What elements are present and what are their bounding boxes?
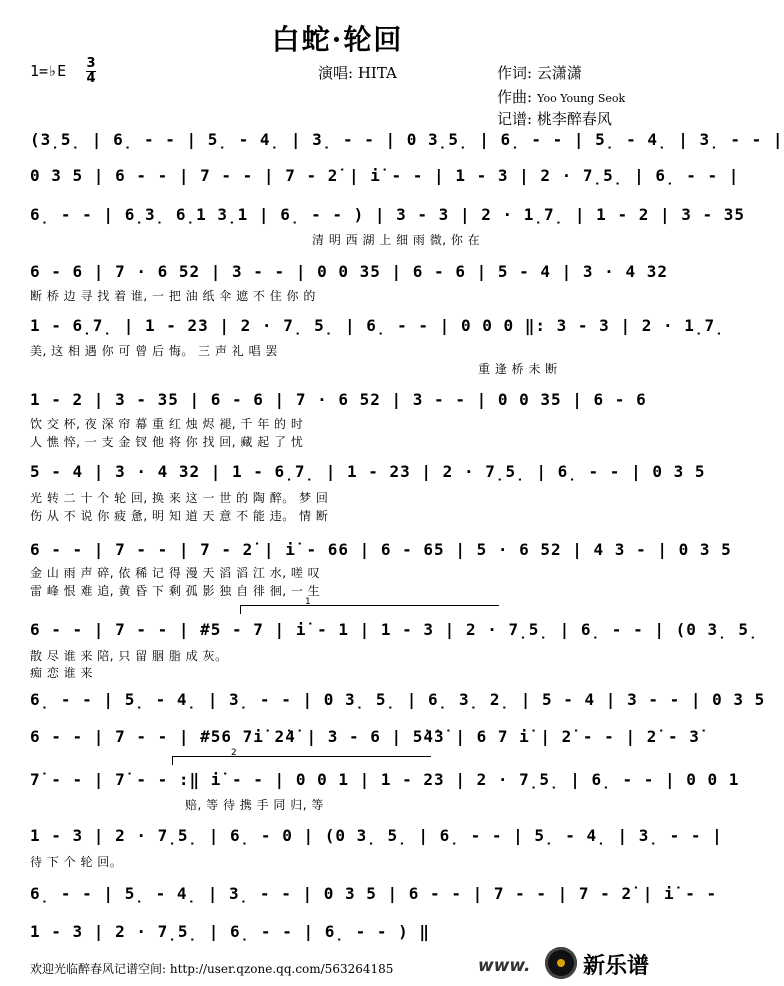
score-line-8: 6 - - | 7 - - | 7 - 2̇ | i̇ - 66 | 6 - 65 | 5 · 6 52 | 4 3 - | 0 3 5 [30, 540, 732, 559]
singer-name: HITA [357, 64, 397, 82]
volta-bracket-1 [240, 597, 499, 614]
key-signature: 1=♭E [30, 62, 67, 80]
transcriber: 记谱: 桃李醉春风 [497, 110, 612, 128]
lyric-line-5a: 美, 这 相 遇 你 可 曾 后 悔。 三 声 礼 唱 罢 [30, 344, 278, 358]
lyric-line-5b: 重 逢 桥 未 断 [478, 362, 558, 376]
lyric-line-12: 赔, 等 待 携 手 同 归, 等 [185, 798, 324, 812]
footer-text: 欢迎光临醉春风记谱空间: http://user.qzone.qq.com/563264185 [30, 962, 394, 976]
lyric-line-8a: 金 山 雨 声 碎, 依 稀 记 得 漫 天 滔 滔 江 水, 嗟 叹 [30, 566, 321, 580]
score-line-9: 6 - - | 7 - - | #5 - 7 | i̇ - 1 | 1 - 3 | 2 · 7̣5̣ | 6̣ - - | (0 3̣ 5̣ [30, 620, 759, 639]
lyricist: 作词: 云潇潇 [497, 64, 582, 82]
lyric-line-9a: 散 尽 谁 来 陪, 只 留 胭 脂 成 灰。 [30, 649, 228, 663]
composer-line [497, 86, 625, 107]
record-disc-icon [545, 947, 577, 979]
score-line-14: 6̣ - - | 5̣ - 4̣ | 3̣ - - | 0 3 5 | 6 - - | 7 - - | 7 - 2̇ | i̇ - - [30, 884, 718, 903]
lyric-line-7a: 光 转 二 十 个 轮 回, 换 来 这 一 世 的 陶 醉。 梦 回 [30, 491, 329, 505]
score-line-15: 1 - 3 | 2 · 7̣5̣ | 6̣ - - | 6̣ - - ) ‖ [30, 922, 431, 941]
site-logo [545, 945, 670, 981]
score-line-10: 6̣ - - | 5̣ - 4̣ | 3̣ - - | 0 3̣ 5̣ | 6̣ 3̣ 2̣ | 5 - 4 | 3 - - | 0 3 5 [30, 690, 766, 709]
lyric-line-8b: 雷 峰 恨 难 追, 黄 昏 下 剩 孤 影 独 自 徘 徊, 一 生 [30, 584, 321, 598]
lyric-line-3: 清 明 西 湖 上 细 雨 微, 你 在 [312, 233, 481, 247]
singer-label: 演唱: [318, 64, 354, 82]
score-line-1: (3̣5̣ | 6̣ - - | 5̣ - 4̣ | 3̣ - - | 0 3̣5̣ | 6̣ - - | 5̣ - 4̣ | 3̣ - - | [30, 130, 784, 149]
footer-www: www. [478, 956, 531, 976]
lyric-line-9b: 痴 恋 谁 来 [30, 666, 93, 680]
time-signature-bottom: 4 [86, 71, 96, 86]
singer-line [318, 62, 397, 83]
lyric-line-6a: 饮 交 杯, 夜 深 帘 幕 重 红 烛 烬 褪, 千 年 的 时 [30, 417, 304, 431]
score-line-12: 7̇ - - | 7̇ - - :‖ i̇ - - | 0 0 1 | 1 - 23 | 2 · 7̣5̣ | 6̣ - - | 0 0 1 [30, 770, 740, 789]
score-line-7: 5 - 4 | 3 · 4 32 | 1 - 6̣7̣ | 1 - 23 | 2 · 7̣5̣ | 6̣ - - | 0 3 5 [30, 462, 706, 481]
score-line-4: 6 - 6 | 7 · 6 52 | 3 - - | 0 0 35 | 6 - 6 | 5 - 4 | 3 · 4 32 [30, 262, 668, 281]
volta-number-2: 2 [231, 748, 237, 758]
score-line-13: 1 - 3 | 2 · 7̣5̣ | 6̣ - 0 | (0 3̣ 5̣ | 6̣ - - | 5̣ - 4̣ | 3̣ - - | [30, 826, 723, 845]
lyric-line-6b: 人 憔 悴, 一 支 金 钗 他 将 你 找 回, 藏 起 了 忧 [30, 435, 304, 449]
time-signature [86, 58, 96, 85]
time-signature-top: 3 [86, 56, 96, 71]
composer-name: Yoo Young Seok [537, 92, 626, 105]
volta-number-1: 1 [305, 597, 311, 607]
score-line-6: 1 - 2 | 3 - 35 | 6 - 6 | 7 · 6 52 | 3 - - | 0 0 35 | 6 - 6 [30, 390, 647, 409]
score-line-3: 6̣ - - | 6̣3̣ 6̣1 3̣1 | 6̣ - - ) | 3 - 3 | 2 · 1̣7̣ | 1 - 2 | 3 - 35 [30, 205, 746, 224]
logo-text: 新乐谱 [583, 954, 650, 979]
score-line-11: 6 - - | 7 - - | #56 7i̇ 2̇4̇ | 3 - 6 | 5̇4̇3̇ | 6 7 i̇ | 2̇ - - | 2̇ - 3̇ [30, 727, 700, 746]
lyric-line-4: 断 桥 边 寻 找 着 谁, 一 把 油 纸 伞 遮 不 住 你 的 [30, 289, 316, 303]
score-line-2: 0 3 5 | 6 - - | 7 - - | 7 - 2̇ | i̇ - - | 1 - 3 | 2 · 7̣5̣ | 6̣ - - | [30, 166, 740, 185]
lyric-line-7b: 伤 从 不 说 你 疲 惫, 明 知 道 天 意 不 能 违。 情 断 [30, 509, 329, 523]
score-line-5: 1 - 6̣7̣ | 1 - 23 | 2 · 7̣ 5̣ | 6̣ - - | 0 0 0 ‖: 3 - 3 | 2 · 1̣7̣ [30, 316, 725, 335]
volta-bracket-2 [172, 748, 431, 765]
composer-label: 作曲: [497, 88, 533, 106]
lyric-line-13: 待 下 个 轮 回。 [30, 855, 123, 869]
song-title: 白蛇·轮回 [271, 23, 404, 56]
